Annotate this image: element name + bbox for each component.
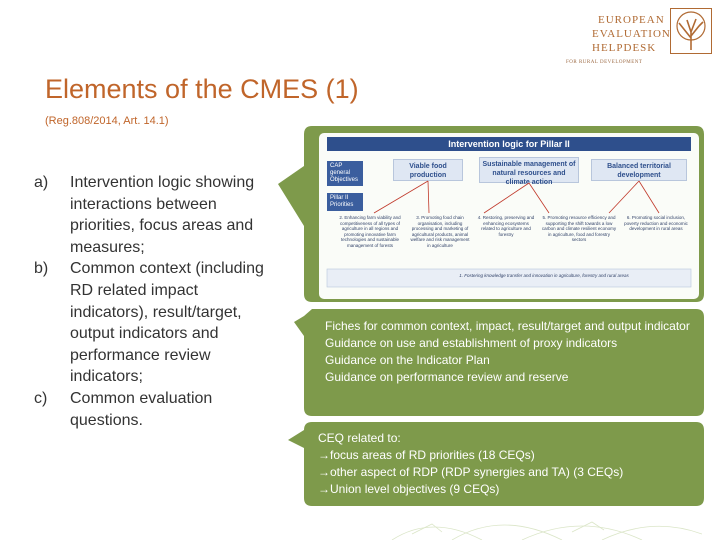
page-title: Elements of the CMES (1) — [45, 74, 359, 104]
fiches-line: Guidance on the Indicator Plan — [325, 353, 490, 367]
ceq-text — [318, 430, 698, 498]
elements-list — [34, 172, 274, 431]
leaf-pattern-decoration — [372, 504, 702, 540]
diagram-footer: 1. Fostering knowledge transfer and innovation in agriculture, forestry and rural areas — [459, 273, 629, 278]
list-marker: a) — [34, 174, 49, 191]
priority-text: 2. Enhancing farm viability and competitiveness of all types of agriculture in all regions and promoting innovative farm technologies and sustainable management of forests — [339, 215, 401, 248]
diagram-title: Intervention logic for Pillar II — [327, 137, 691, 151]
cap-objectives-label: CAP general Objectives — [327, 161, 363, 186]
list-marker: c) — [34, 389, 48, 407]
ceq-line: →Union level objectives (9 CEQs) — [318, 482, 500, 496]
ceq-line: CEQ related to: — [318, 431, 401, 445]
priority-text: 6. Promoting social inclusion, poverty reduction and economic development in rural areas — [624, 215, 688, 231]
fiches-line: Fiches for common context, impact, result/target and output indicator — [325, 319, 690, 333]
priority-text: 3. Promoting food chain organisation, including processing and marketing of agricultural products, animal welfare and risk management in agriculture — [410, 215, 470, 248]
list-item — [34, 258, 274, 388]
list-item-text: Common context (including RD related impact indicators), result/target, output indicators and performance review indicators; — [70, 260, 264, 386]
fiches-line: Guidance on use and establishment of proxy indicators — [325, 336, 618, 350]
logo-line-3: HELPDESK — [592, 42, 657, 54]
objective-box: Sustainable management of natural resources and climate action — [479, 157, 579, 183]
page-number: 8 — [668, 507, 675, 521]
logo-line-4: FOR RURAL DEVELOPMENT — [566, 60, 643, 65]
pillar-priorities-label: Pillar II Priorities — [327, 193, 363, 211]
priority-text: 5. Promoting resource efficiency and supporting the shift towards a low carbon and climate resilient economy in agriculture, food and forestry sectors — [541, 215, 617, 242]
logo-line-2: EVALUATION — [592, 28, 671, 40]
objective-box: Viable food production — [393, 159, 463, 181]
list-item-text: Intervention logic showing interactions between priorities, focus areas and measures; — [70, 174, 255, 256]
fiches-text — [325, 318, 690, 386]
logo-text — [566, 14, 671, 65]
fiches-line: Guidance on performance review and reserve — [325, 370, 569, 384]
list-item-text: Common evaluation questions. — [70, 389, 213, 429]
page-subtitle: (Reg.808/2014, Art. 14.1) — [45, 115, 169, 127]
priority-text: 4. Restoring, preserving and enhancing ecosystems related to agriculture and forestry — [477, 215, 535, 237]
ceq-line: →other aspect of RDP (RDP synergies and TA) (3 CEQs) — [318, 465, 624, 479]
tree-icon — [670, 8, 712, 54]
list-item — [34, 172, 274, 258]
ceq-line: →focus areas of RD priorities (18 CEQs) — [318, 448, 535, 462]
list-item — [34, 388, 274, 431]
intervention-logic-diagram — [318, 132, 700, 300]
logo-line-1: EUROPEAN — [598, 14, 665, 26]
list-marker: b) — [34, 260, 49, 278]
evaluation-helpdesk-logo — [566, 6, 716, 68]
objective-box: Balanced territorial development — [591, 159, 687, 181]
